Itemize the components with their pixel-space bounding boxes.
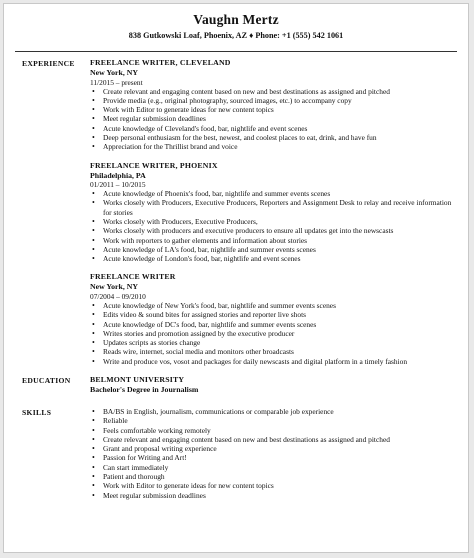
list-item: • Reads wire, internet, social media and monitors other broadcasts xyxy=(90,347,454,356)
list-item: • Works closely with Producers, Executive Producers, xyxy=(90,217,454,226)
contact-line: 838 Gutkowski Loaf, Phoenix, AZ ♦ Phone: +1 (555) 542 1061 xyxy=(128,31,344,40)
list-item: • Grant and proposal writing experience xyxy=(90,444,454,453)
job-bullets xyxy=(90,87,454,152)
list-item: • Can start immediately xyxy=(90,463,454,472)
job-title: FREELANCE WRITER, PHOENIX xyxy=(90,160,218,170)
section-label-experience: EXPERIENCE xyxy=(22,59,75,68)
education-content xyxy=(90,375,454,395)
list-item: • Deep personal enthusiasm for the best, newest, and coolest places to eat, drink, and have fun xyxy=(90,133,454,142)
job-location: Philadelphia, PA xyxy=(90,170,146,180)
list-item: • Work with Editor to generate ideas for new content topics xyxy=(90,105,454,114)
school-name: BELMONT UNIVERSITY xyxy=(90,375,185,384)
candidate-name: Vaughn Mertz xyxy=(193,12,279,27)
list-item: • Updates scripts as stories change xyxy=(90,338,454,347)
list-item: • Write and produce vos, vosot and packages for daily newscasts and digital platform in a timely fashion xyxy=(90,357,454,366)
list-item: • Writes stories and promotion assigned by the executive producer xyxy=(90,329,454,338)
list-item: • Meet regular submission deadlines xyxy=(90,491,454,500)
resume-header xyxy=(4,4,468,42)
list-item: • Work with reporters to gather elements and information about stories xyxy=(90,236,454,245)
list-item: • Acute knowledge of New York's food, bar, nightlife and summer events scenes xyxy=(90,301,454,310)
job-location: New York, NY xyxy=(90,282,139,292)
list-item: • BA/BS in English, journalism, communications or comparable job experience xyxy=(90,407,454,416)
list-item: • Work with Editor to generate ideas for new content topics xyxy=(90,481,454,490)
list-item: • Acute knowledge of LA's food, bar, nightlife and summer events scenes xyxy=(90,245,454,254)
job-title: FREELANCE WRITER, CLEVELAND xyxy=(90,58,231,67)
job-dates: 11/2015 – present xyxy=(90,77,143,87)
job-location: New York, NY xyxy=(90,68,139,77)
list-item: • Meet regular submission deadlines xyxy=(90,114,454,123)
list-item: • Acute knowledge of Cleveland's food, bar, nightlife and event scenes xyxy=(90,124,454,133)
list-item: • Acute knowledge of DC's food, bar, nightlife and summer events scenes xyxy=(90,320,454,329)
list-item: • Feels comfortable working remotely xyxy=(90,426,454,435)
list-item: • Acute knowledge of London's food, bar, nightlife and event scenes xyxy=(90,254,454,263)
list-item: • Reliable xyxy=(90,416,454,425)
job-entry xyxy=(90,161,454,264)
list-item: • Patient and thorough xyxy=(90,472,454,481)
section-label-education: EDUCATION xyxy=(22,376,71,385)
experience-content xyxy=(90,58,454,366)
job-entry xyxy=(90,272,454,366)
skills-content xyxy=(90,407,454,500)
list-item: • Appreciation for the Thrillist brand and voice xyxy=(90,142,454,151)
degree-name: Bachelor's Degree in Journalism xyxy=(90,385,199,394)
list-item: • Create relevant and engaging content based on new and best destinations as assigned and pitched xyxy=(90,435,454,444)
list-item: • Provide media (e.g., original photography, sourced images, etc.) to accompany copy xyxy=(90,96,454,105)
job-dates: 07/2004 – 09/2010 xyxy=(90,291,146,301)
job-entry xyxy=(90,58,454,152)
list-item: • Passion for Writing and Art! xyxy=(90,453,454,462)
skills-list xyxy=(90,407,454,500)
job-dates: 01/2011 – 10/2015 xyxy=(90,180,146,190)
header-divider xyxy=(15,51,457,52)
list-item: • Works closely with producers and executive producers to ensure all updates get into the newscasts xyxy=(90,226,454,235)
list-item: • Acute knowledge of Phoenix's food, bar, nightlife and summer events scenes xyxy=(90,189,454,198)
resume-page xyxy=(3,3,469,553)
job-title: FREELANCE WRITER xyxy=(90,272,176,282)
list-item: • Create relevant and engaging content based on new and best destinations as assigned and pitched xyxy=(90,87,454,96)
list-item: • Edits video & sound bites for assigned stories and reporter live shots xyxy=(90,310,454,319)
section-label-skills: SKILLS xyxy=(22,408,52,417)
list-item: • Works closely with Producers, Executive Producers, Reporters and Assignment Desk to relay and receive information for stories xyxy=(90,198,454,217)
job-bullets xyxy=(90,301,454,366)
job-bullets xyxy=(90,189,454,263)
